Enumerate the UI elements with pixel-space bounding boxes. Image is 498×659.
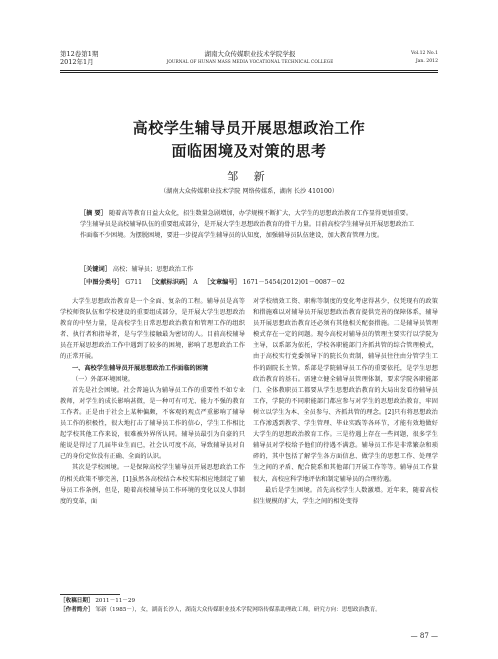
header-right: [411, 50, 438, 66]
header-rule-thin: [60, 72, 438, 73]
article-title-line2: 面临困境及对策的思考: [171, 142, 327, 160]
paragraph: 首先是社会困境。社会普遍认为辅导员工作的重要性不如专业教师，对学生的成长影响甚微，是一种可有可无、能力不强的教育工作者。正是由于社会上某种偏颇，不客观的观点严重影响了辅导员工作的积极性，很大地打击了辅导员工作的信心，学生工作相比起学校其他工作来说，很难被外界所认同。辅导员最引为自豪的只能说是得过了几届毕业生而已，社会认可度不高，导致辅导员对自己的身份定位没有正确、全面的认识。: [60, 386, 245, 461]
body-column-left: [60, 296, 245, 507]
paragraph: 最后是学生困境。首先高校学生人数激增。近年来，随着高校招生规模的扩大，学生之间的相处变得: [253, 486, 438, 505]
header-left: [60, 50, 98, 66]
journal-name-cn: 湖南大众传媒职业技术学院学报: [204, 50, 296, 58]
clc-value: G711: [125, 279, 143, 286]
received-label: ［收稿日期］: [60, 598, 94, 604]
journal-name-en: JOURNAL OF HUNAN MASS MEDIA VOCATIONAL TECHNICAL COLLEGE: [166, 59, 334, 64]
date-en: Jan. 2012: [415, 59, 438, 64]
author-affiliation: （湖南大众传媒职业技术学院 网络传媒系，湖南 长沙 410100）: [159, 188, 339, 195]
footnote-rule: [60, 594, 120, 595]
doc-code-value: A: [193, 279, 198, 286]
body-column-right: [253, 296, 438, 507]
keywords: [80, 264, 418, 273]
paragraph: 其次是学校困境。一是保障高校学生辅导员开展思想政治工作的相关政策不够完善，[1]虽然各高校结合本校实际相应地制定了辅导员工作条例，但是，随着高校辅导员工作环境的变化以及人事制度的变革，面: [60, 464, 245, 505]
subsection-heading: （一）外部环境困境。: [72, 375, 134, 383]
abstract-text: 随着高等教育日益大众化，招生数量急剧增加，办学规模不断扩大，大学生的思想政治教育工作显得更加重要。学生辅导员是高校辅导队伍的重要组成部分，是开展大学生思想政治教育的骨干力量。目前高校学生辅导员开展思想政治工作面临不少困境。为摆脱困境，要进一步提高学生辅导员的认知度，加强辅导员队伍建设，加大教育管理力度。: [80, 210, 415, 239]
received-date: 2011－11－29: [95, 598, 136, 604]
journal-header: [150, 50, 350, 66]
article-id-value: 1671－5454(2012)01－0087－02: [242, 279, 345, 286]
keywords-text: 高校；辅导员；思想政治工作: [112, 266, 194, 273]
doc-code-label: ［文献标识码］: [147, 279, 192, 286]
volume-cn: 第12卷第1期: [60, 50, 99, 58]
author-name: 邹 新: [227, 170, 271, 183]
abstract-label: ［摘 要］: [80, 210, 107, 217]
header-rule: [60, 70, 438, 71]
paragraph: 大学生思想政治教育是一个全面、复杂的工程。辅导员是高等学校师资队伍和学校建设的重要组成部分，是开展大学生思想政治教育的中坚力量，是高校学生日常思想政治教育和管理工作的组织者、执行者和指导者，是与学生接触最为密切的人。目前高校辅导员在开展思想政治工作中遇到了较多的困境，影响了思想政治工作的正常开展。: [60, 298, 245, 361]
clc-label: ［中图分类号］: [80, 279, 124, 286]
article-id-label: ［文章编号］: [203, 279, 241, 286]
footnote: [60, 597, 440, 614]
keywords-label: ［关键词］: [80, 266, 111, 273]
abstract: [80, 208, 418, 241]
author-bio-label: ［作者简介］: [60, 606, 94, 613]
section-heading: 一、高校学生辅导员开展思想政治工作面临的困境: [72, 364, 209, 372]
volume-en: Vol.12 No.1: [411, 51, 438, 56]
classification-line: [80, 277, 418, 286]
paragraph: 对学校绩效工资、职称等制度的变化考虑得甚少，仅凭现有的政策和措施难以对辅导员开展思想政治教育提供完善的保障体系，辅导员开展思想政治教育还必须有其他相关配套措施。二是辅导员管理模式存在一定的问题。现今高校对辅导员的管理主要实行以学院为主导，以系部为依托，学校各职能部门齐抓共管的综合管理模式，由于高校实行党委领导下的院长负责制，辅导员往往由分管学生工作的副院长主管。系部是学院辅导员工作的重要依托，是学生思想政治教育的基石。需建立健全辅导员管理体制，要求学院各职能部门、全体教职员工都要从学生思想政治教育的大局出发看待辅导员工作，学院的不同职能部门都应参与对学生的思想政治教育，牢固树立以学生为本、全员参与、齐抓共管的理念。[2]只有将思想政治工作渗透到教学、学生管理、毕业实践等各环节，才能有效地做好大学生的思想政治教育工作。三是待遇上存在一些问题，很多学生辅导员对学校给予他们的待遇不满意。辅导员工作是非常繁杂和琐碎的，其中包括了解学生各方面信息、做学生的思想工作、处理学生之间的矛盾、配合院系和其他部门开展工作等等。辅导员工作量很大，高校应科学地评估和制定辅导员的合理待遇。: [253, 298, 438, 483]
page-number: — 87 —: [410, 632, 438, 640]
article-title-line1: 高校学生辅导员开展思想政治工作: [132, 119, 366, 137]
date-cn: 2012年1月: [60, 58, 94, 66]
author-bio: 邹新（1985－），女，湖南长沙人，湖南大众传媒职业技术学院网络传媒系助理政工师，研究方向：思想政治教育。: [95, 606, 381, 613]
